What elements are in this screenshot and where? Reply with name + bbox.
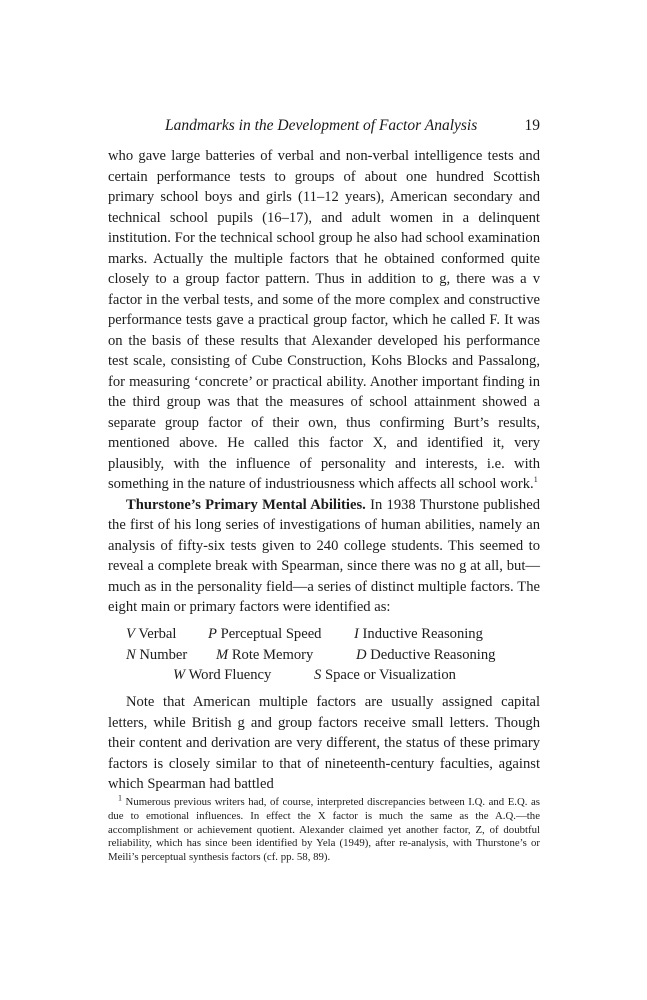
paragraph-thurstone [108,495,540,618]
footnote-ref: 1 [533,475,538,485]
page-number: 19 [524,117,540,134]
footnote-text: Numerous previous writers had, of course, interpreted discrepancies between I.Q. and E.Q. as due to emotional influences. In effect the X factor is much the same as the A.Q.—the accomplishment or achievement quotient. Alexander claimed yet another factor, Z, of doubtful reliability, which has since been identified by Yela (1949), after re-analysis, with Thurstone’s or Meili’s perceptual synthesis factors (cf. pp. 58, 89). [108,796,540,864]
factor-item [126,645,187,666]
factor-row [126,645,536,666]
factor-name: Word Fluency [188,667,272,683]
footnote [108,793,540,865]
factor-name: Verbal [138,626,177,642]
factor-letter: P [208,626,217,642]
factor-name: Space or Visualization [324,667,456,683]
factor-item [173,665,271,686]
primary-factors-table [126,624,536,686]
paragraph-text: In 1938 Thurstone published the first of his long series of investigations of human abilities, namely an analysis of fifty-six tests given to 240 college students. This seemed to reveal a complete break with Spearman, since there was no g at all, but—much as in the personality field—a series of distinct multiple factors. The eight main or primary factors were identified as: [108,496,540,615]
factor-letter: V [126,626,135,642]
factor-name: Deductive Reasoning [370,646,496,663]
footnote-paragraph [108,793,540,865]
factor-name: Perceptual Speed [220,626,322,642]
factor-letter: D [356,646,367,663]
factor-letter: M [216,646,229,663]
factor-item [208,624,321,645]
factor-row [126,624,536,645]
factor-item [354,624,483,645]
factor-name: Rote Memory [231,646,314,663]
factor-item [356,645,495,666]
factor-item [126,624,176,645]
factor-name: Number [139,646,188,663]
factor-letter: N [126,646,136,663]
factor-name: Inductive Reasoning [362,626,483,642]
factor-letter: S [314,667,322,683]
page-header [108,117,540,139]
paragraph-capital-letters: Note that American multiple factors are usually assigned capital letters, while British g and group factors receive small letters. Though their content and derivation are very different, the status of these primary factors is closely similar to that of nineteenth-century faculties, against which Spearman had battled [108,694,540,792]
factor-item [314,665,456,686]
factor-letter: W [173,667,186,683]
factor-item [216,645,313,666]
factor-row [126,665,536,686]
paragraph-text: who gave large batteries of verbal and non-verbal intelligence tests and certain performance tests to groups of about one hundred Scottish primary school boys and girls (11–12 years), American secondary and technical school pupils (16–17), and adult women in a delinquent institution. For the technical school group he also had school examination marks. Actually the multiple factors that he obtained conformed quite closely to a group factor pattern. Thus in addition to g, there was a v factor in the verbal tests, and some of the more complex and constructive performance tests gave a practical group factor, which he called F. It was on the basis of these results that Alexander developed his performance test scale, consisting of Cube Construction, Kohs Blocks and Passalong, for measuring ‘concrete’ or practical ability. Another important finding in the third group was that the measures of school attainment showed a separate group factor of their own, thus confirming Burt’s results, mentioned above. He called this factor X, and identified it, very plausibly, with the influence of personality and interests, i.e. with something in the nature of industriousness which affects all school work. [108,148,540,492]
footnote-marker: 1 [118,793,122,803]
section-run-in-heading: Thurstone’s Primary Mental Abilities. [126,496,366,513]
factor-letter: I [354,626,359,642]
main-text-continued [108,692,540,795]
paragraph-alexander [108,146,540,495]
running-title: Landmarks in the Development of Factor Analysis [165,117,478,134]
main-text [108,146,540,618]
